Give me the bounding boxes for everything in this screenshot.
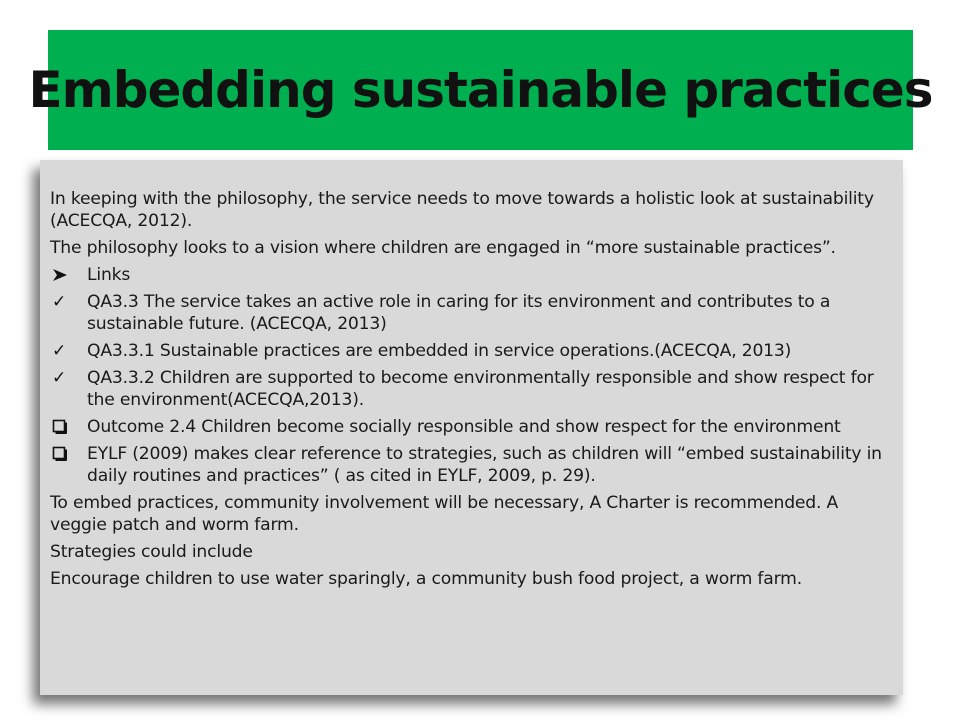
slide-title: Embedding sustainable practices bbox=[28, 61, 933, 119]
bullet-text: QA3.3.2 Children are supported to become environmentally responsible and show respect for the environment(ACECQA,2013). bbox=[87, 368, 874, 410]
paragraph-strategies-heading: Strategies could include bbox=[50, 542, 253, 562]
checkbox-bullet-icon bbox=[52, 443, 74, 465]
bullet-qa33 bbox=[50, 291, 893, 335]
bullet-qa332 bbox=[50, 367, 893, 411]
bullet-text: Links bbox=[87, 265, 131, 285]
paragraph-vision: The philosophy looks to a vision where children are engaged in “more sustainable practices”. bbox=[50, 238, 836, 258]
bullet-outcome24 bbox=[50, 416, 893, 438]
bullet-eylf bbox=[50, 443, 893, 487]
title-band bbox=[28, 30, 933, 150]
bullet-links bbox=[50, 264, 893, 286]
checkbox-bullet-icon bbox=[52, 416, 74, 438]
bullet-text: EYLF (2009) makes clear reference to strategies, such as children will “embed sustainability in daily routines and practices” ( as cited in EYLF, 2009, p. 29). bbox=[87, 444, 882, 486]
bullet-text: Outcome 2.4 Children become socially responsible and show respect for the environment bbox=[87, 417, 841, 437]
bullet-qa331 bbox=[50, 340, 893, 362]
checkmark-icon: ✓ bbox=[52, 341, 67, 361]
content-box bbox=[40, 160, 903, 695]
bullet-text: QA3.3 The service takes an active role in caring for its environment and contributes to a sustainable future. (ACECQA, 2013) bbox=[87, 292, 831, 334]
paragraph-community: To embed practices, community involvement will be necessary, A Charter is recommended. A veggie patch and worm farm. bbox=[50, 493, 839, 535]
arrow-bullet-icon bbox=[52, 264, 74, 286]
paragraph-strategies: Encourage children to use water sparingly, a community bush food project, a worm farm. bbox=[50, 569, 802, 589]
bullet-text: QA3.3.1 Sustainable practices are embedded in service operations.(ACECQA, 2013) bbox=[87, 341, 792, 361]
checkmark-icon: ✓ bbox=[52, 368, 67, 388]
paragraph-philosophy: In keeping with the philosophy, the service needs to move towards a holistic look at sustainability (ACECQA, 2012). bbox=[50, 189, 874, 231]
checkmark-icon: ✓ bbox=[52, 292, 67, 312]
